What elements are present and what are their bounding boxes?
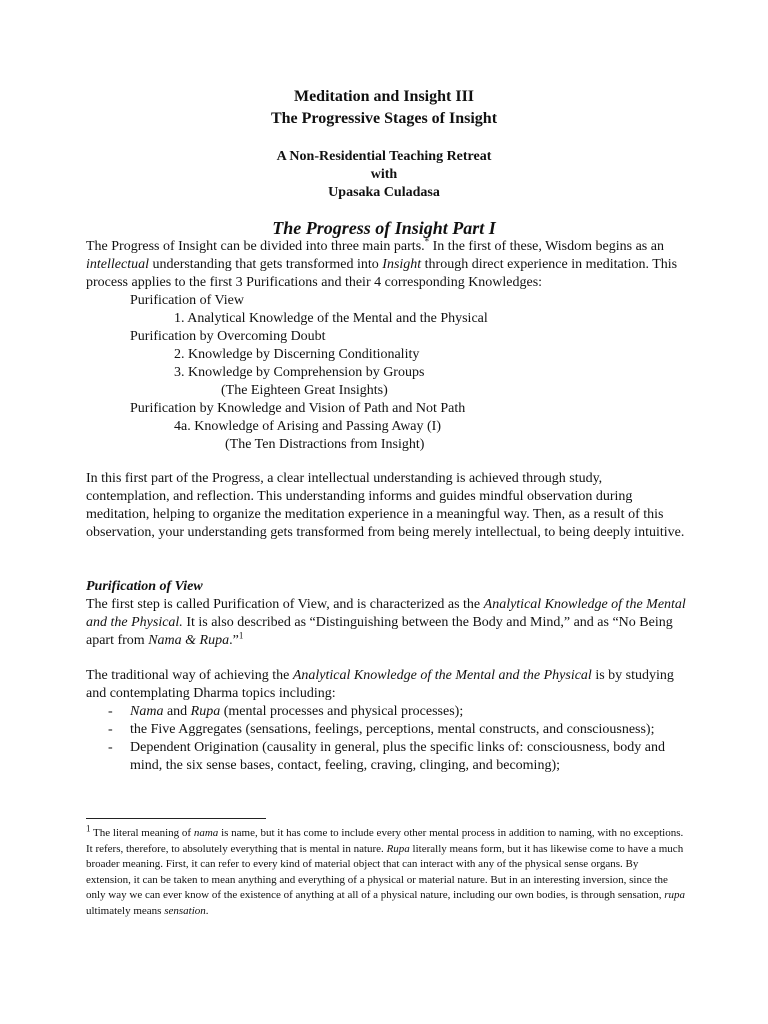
subtitle-line-3: Upasaka Culadasa [328, 185, 440, 200]
footnote-1: $^1$ The literal meaning of nama is name, but it has come to include every other mental process in addition to naming, with no exceptions. It refers, therefore, to absolutely everything that is mental in nature. Rupa literally means form, but it has likewise come to have a much broader meaning. First, it can refer to every kind of material object that can interact with any of the physical sense organs. By extension, it can be taken to mean anything and everything of a physical or material nature. But in an interesting inversion, since the only way we can ever know of the existence of anything at all of a physical nature, including our own bodies, is through sensation, rupa ultimately means sensation. [86, 823, 686, 917]
outline-item: Purification by Knowledge and Vision of Path and Not Path [130, 401, 466, 416]
section-heading-progress: The Progress of Insight Part I [272, 218, 496, 238]
title-line-2: The Progressive Stages of Insight [270, 110, 498, 127]
progress-paragraph: In this first part of the Progress, a clear intellectual understanding is achieved through study, contemplation, and reflection. This understanding informs and guides mindful observation during meditation, helping to organize the meditation experience in a meaningful way. Then, as a result of this observation, your understanding gets transformed from being merely intellectual, to being deeply intuitive. [86, 471, 685, 540]
purification-paragraph: The first step is called Purification of View, and is characterized as the Analytical Knowledge of the Mental and the Physical. It is also described as “Distinguishing between the Body and Mind,” and as “No Being apart from Nama & Rupa.”$^1$ [86, 597, 686, 648]
outline-item: Purification by Overcoming Doubt [130, 329, 326, 344]
outline-item: 3. Knowledge by Comprehension by Groups [174, 365, 425, 380]
document-title [0, 86, 768, 130]
list-item: - Nama and Rupa (mental processes and physical processes); [108, 704, 464, 719]
outline-item: 4a. Knowledge of Arising and Passing Away (I) [174, 419, 442, 434]
asterisk-footnote-ref: * [424, 236, 430, 247]
title-line-1: Meditation and Insight III [293, 88, 475, 105]
subtitle-line-1: A Non-Residential Teaching Retreat [276, 149, 492, 164]
outline-item: (The Eighteen Great Insights) [221, 383, 388, 398]
list-item: - the Five Aggregates (sensations, feelings, perceptions, mental constructs, and consciousness); [108, 722, 655, 737]
section-heading-purification-of-view: Purification of View [86, 579, 203, 594]
outline-item: (The Ten Distractions from Insight) [225, 437, 425, 452]
intro-paragraph: The Progress of Insight can be divided into three main parts.* In the first of these, Wisdom begins as an intellectual understanding that gets transformed into Insight through direct experience in meditation. This process applies to the first 3 Purifications and their 4 corresponding Knowledges: [86, 236, 678, 290]
subtitle-line-2: with [370, 167, 398, 182]
list-dash: - [108, 740, 113, 755]
footnote-number: 1 [86, 823, 91, 834]
outline-item: 1. Analytical Knowledge of the Mental and the Physical [174, 311, 488, 326]
outline-item: Purification of View [130, 293, 244, 308]
traditional-way-paragraph: The traditional way of achieving the Analytical Knowledge of the Mental and the Physical is by studying and contemplating Dharma topics including: [86, 668, 674, 701]
list-dash: - [108, 722, 113, 737]
outline-item: 2. Knowledge by Discerning Conditionality [174, 347, 420, 362]
footnote-separator [86, 818, 266, 819]
list-dash: - [108, 704, 113, 719]
dharma-topics-list [86, 703, 686, 775]
list-item: - Dependent Origination (causality in general, plus the specific links of: consciousness, body and mind, the six sense bases, contact, feeling, craving, clinging, and becoming); [108, 740, 665, 773]
footnote-ref: 1 [238, 630, 244, 641]
document-subtitle [0, 148, 768, 202]
